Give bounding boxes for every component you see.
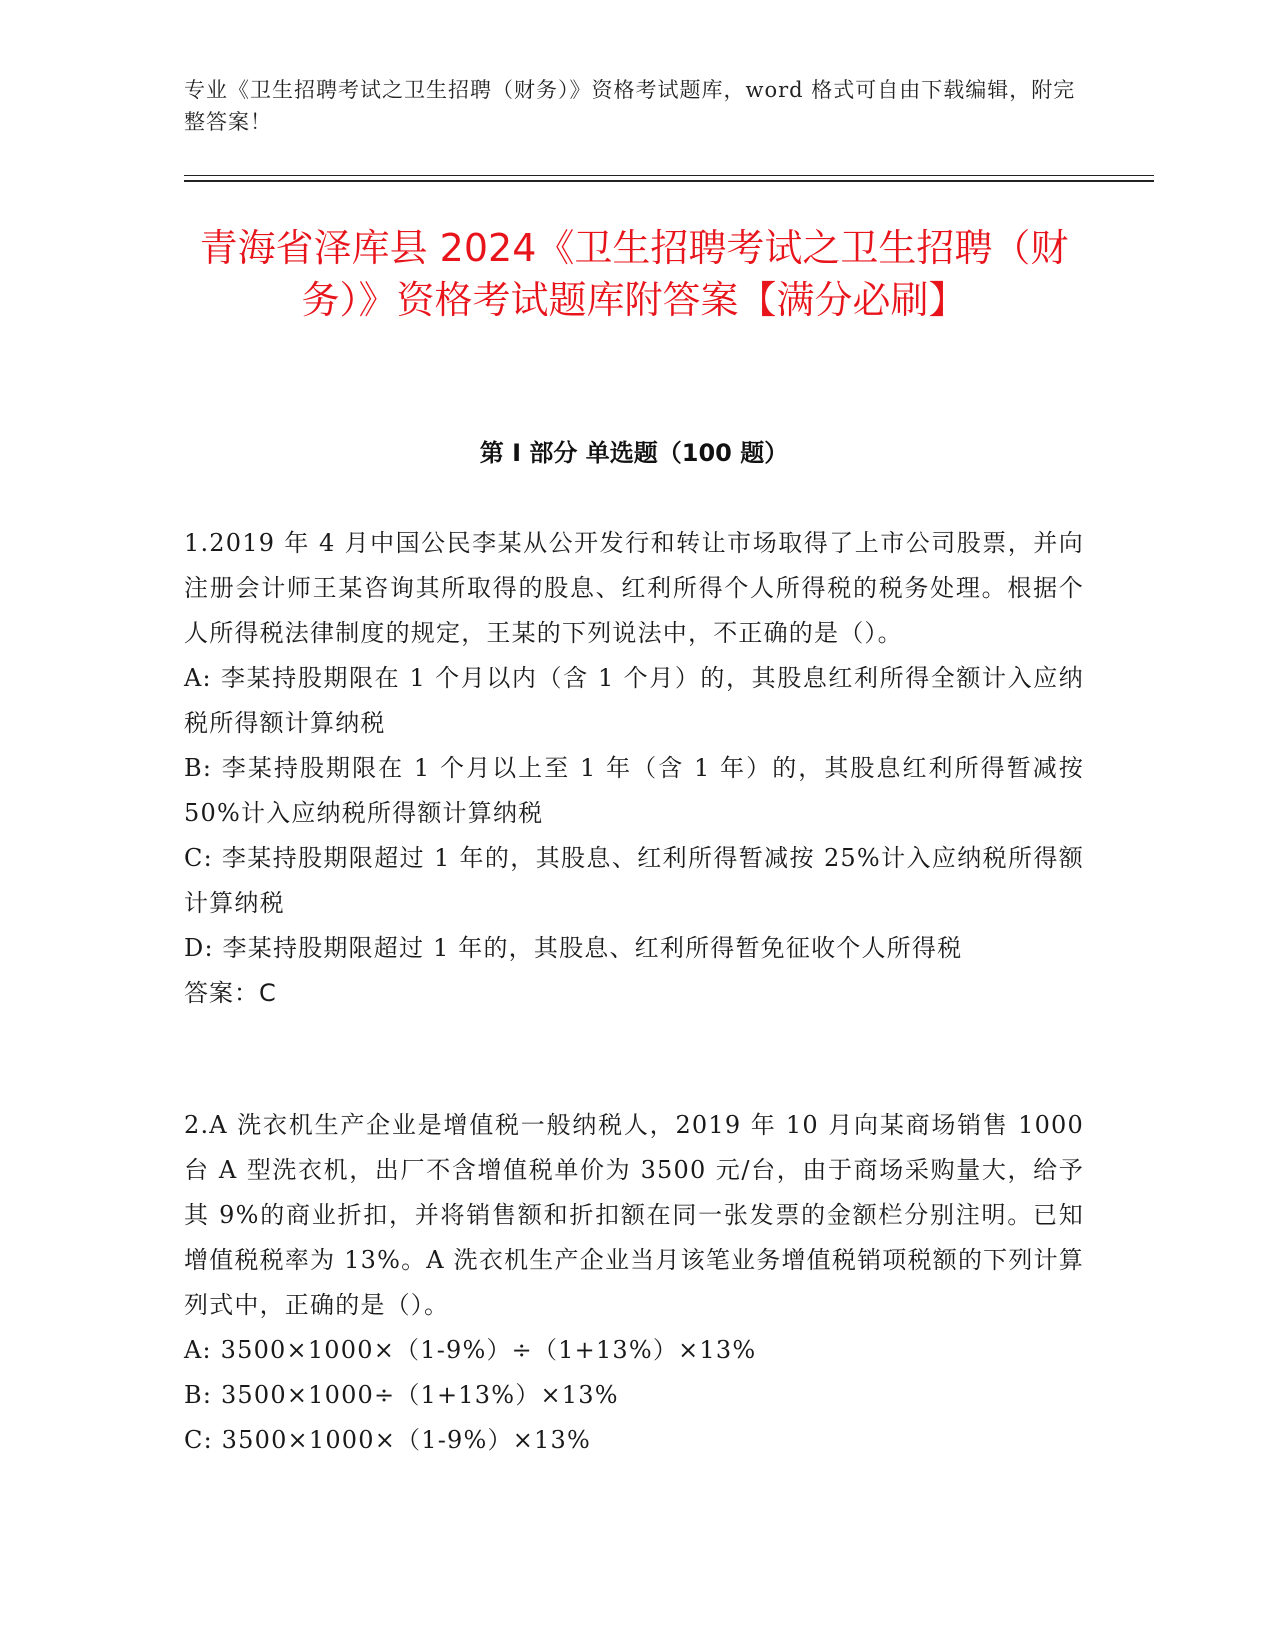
option-a: A: 李某持股期限在 1 个月以内（含 1 个月）的，其股息红利所得全额计入应纳税所得额计算纳税 xyxy=(184,664,1084,737)
option-a: A: 3500×1000×（1-9%）÷（1+13%）×13% xyxy=(184,1336,757,1364)
answer-line: 答案：C xyxy=(184,979,277,1007)
question-2 xyxy=(184,1103,1084,1463)
header-rule-thin xyxy=(184,175,1154,176)
option-d: D: 李某持股期限超过 1 年的，其股息、红利所得暂免征收个人所得税 xyxy=(184,934,963,962)
question-1 xyxy=(184,521,1084,1016)
option-c: C: 3500×1000×（1-9%）×13% xyxy=(184,1426,591,1454)
document-title: 青海省泽库县 2024《卫生招聘考试之卫生招聘（财务）》资格考试题库附答案【满分必刷】 xyxy=(199,226,1069,322)
option-b: B: 李某持股期限在 1 个月以上至 1 年（含 1 年）的，其股息红利所得暂减按 50%计入应纳税所得额计算纳税 xyxy=(184,754,1084,827)
question-stem: 1.2019 年 4 月中国公民李某从公开发行和转让市场取得了上市公司股票，并向注册会计师王某咨询其所取得的股息、红利所得个人所得税的税务处理。根据个人所得税法律制度的规定，王某的下列说法中，不正确的是（）。 xyxy=(184,529,1084,647)
header-rule-thick xyxy=(184,180,1154,182)
option-b: B: 3500×1000÷（1+13%）×13% xyxy=(184,1381,619,1409)
option-c: C: 李某持股期限超过 1 年的，其股息、红利所得暂减按 25%计入应纳税所得额计算纳税 xyxy=(184,844,1084,917)
header-note: 专业《卫生招聘考试之卫生招聘（财务）》资格考试题库，word 格式可自由下载编辑，附完整答案！ xyxy=(184,78,1076,134)
question-stem: 2.A 洗衣机生产企业是增值税一般纳税人，2019 年 10 月向某商场销售 1000 台 A 型洗衣机，出厂不含增值税单价为 3500 元/台，由于商场采购量大，给予其 9%的商业折扣，并将销售额和折扣额在同一张发票的金额栏分别注明。已知增值税税率为 13%。A 洗衣机生产企业当月该笔业务增值税销项税额的下列计算列式中，正确的是（）。 xyxy=(184,1111,1084,1319)
section-heading: 第 I 部分 单选题（100 题） xyxy=(479,439,789,467)
